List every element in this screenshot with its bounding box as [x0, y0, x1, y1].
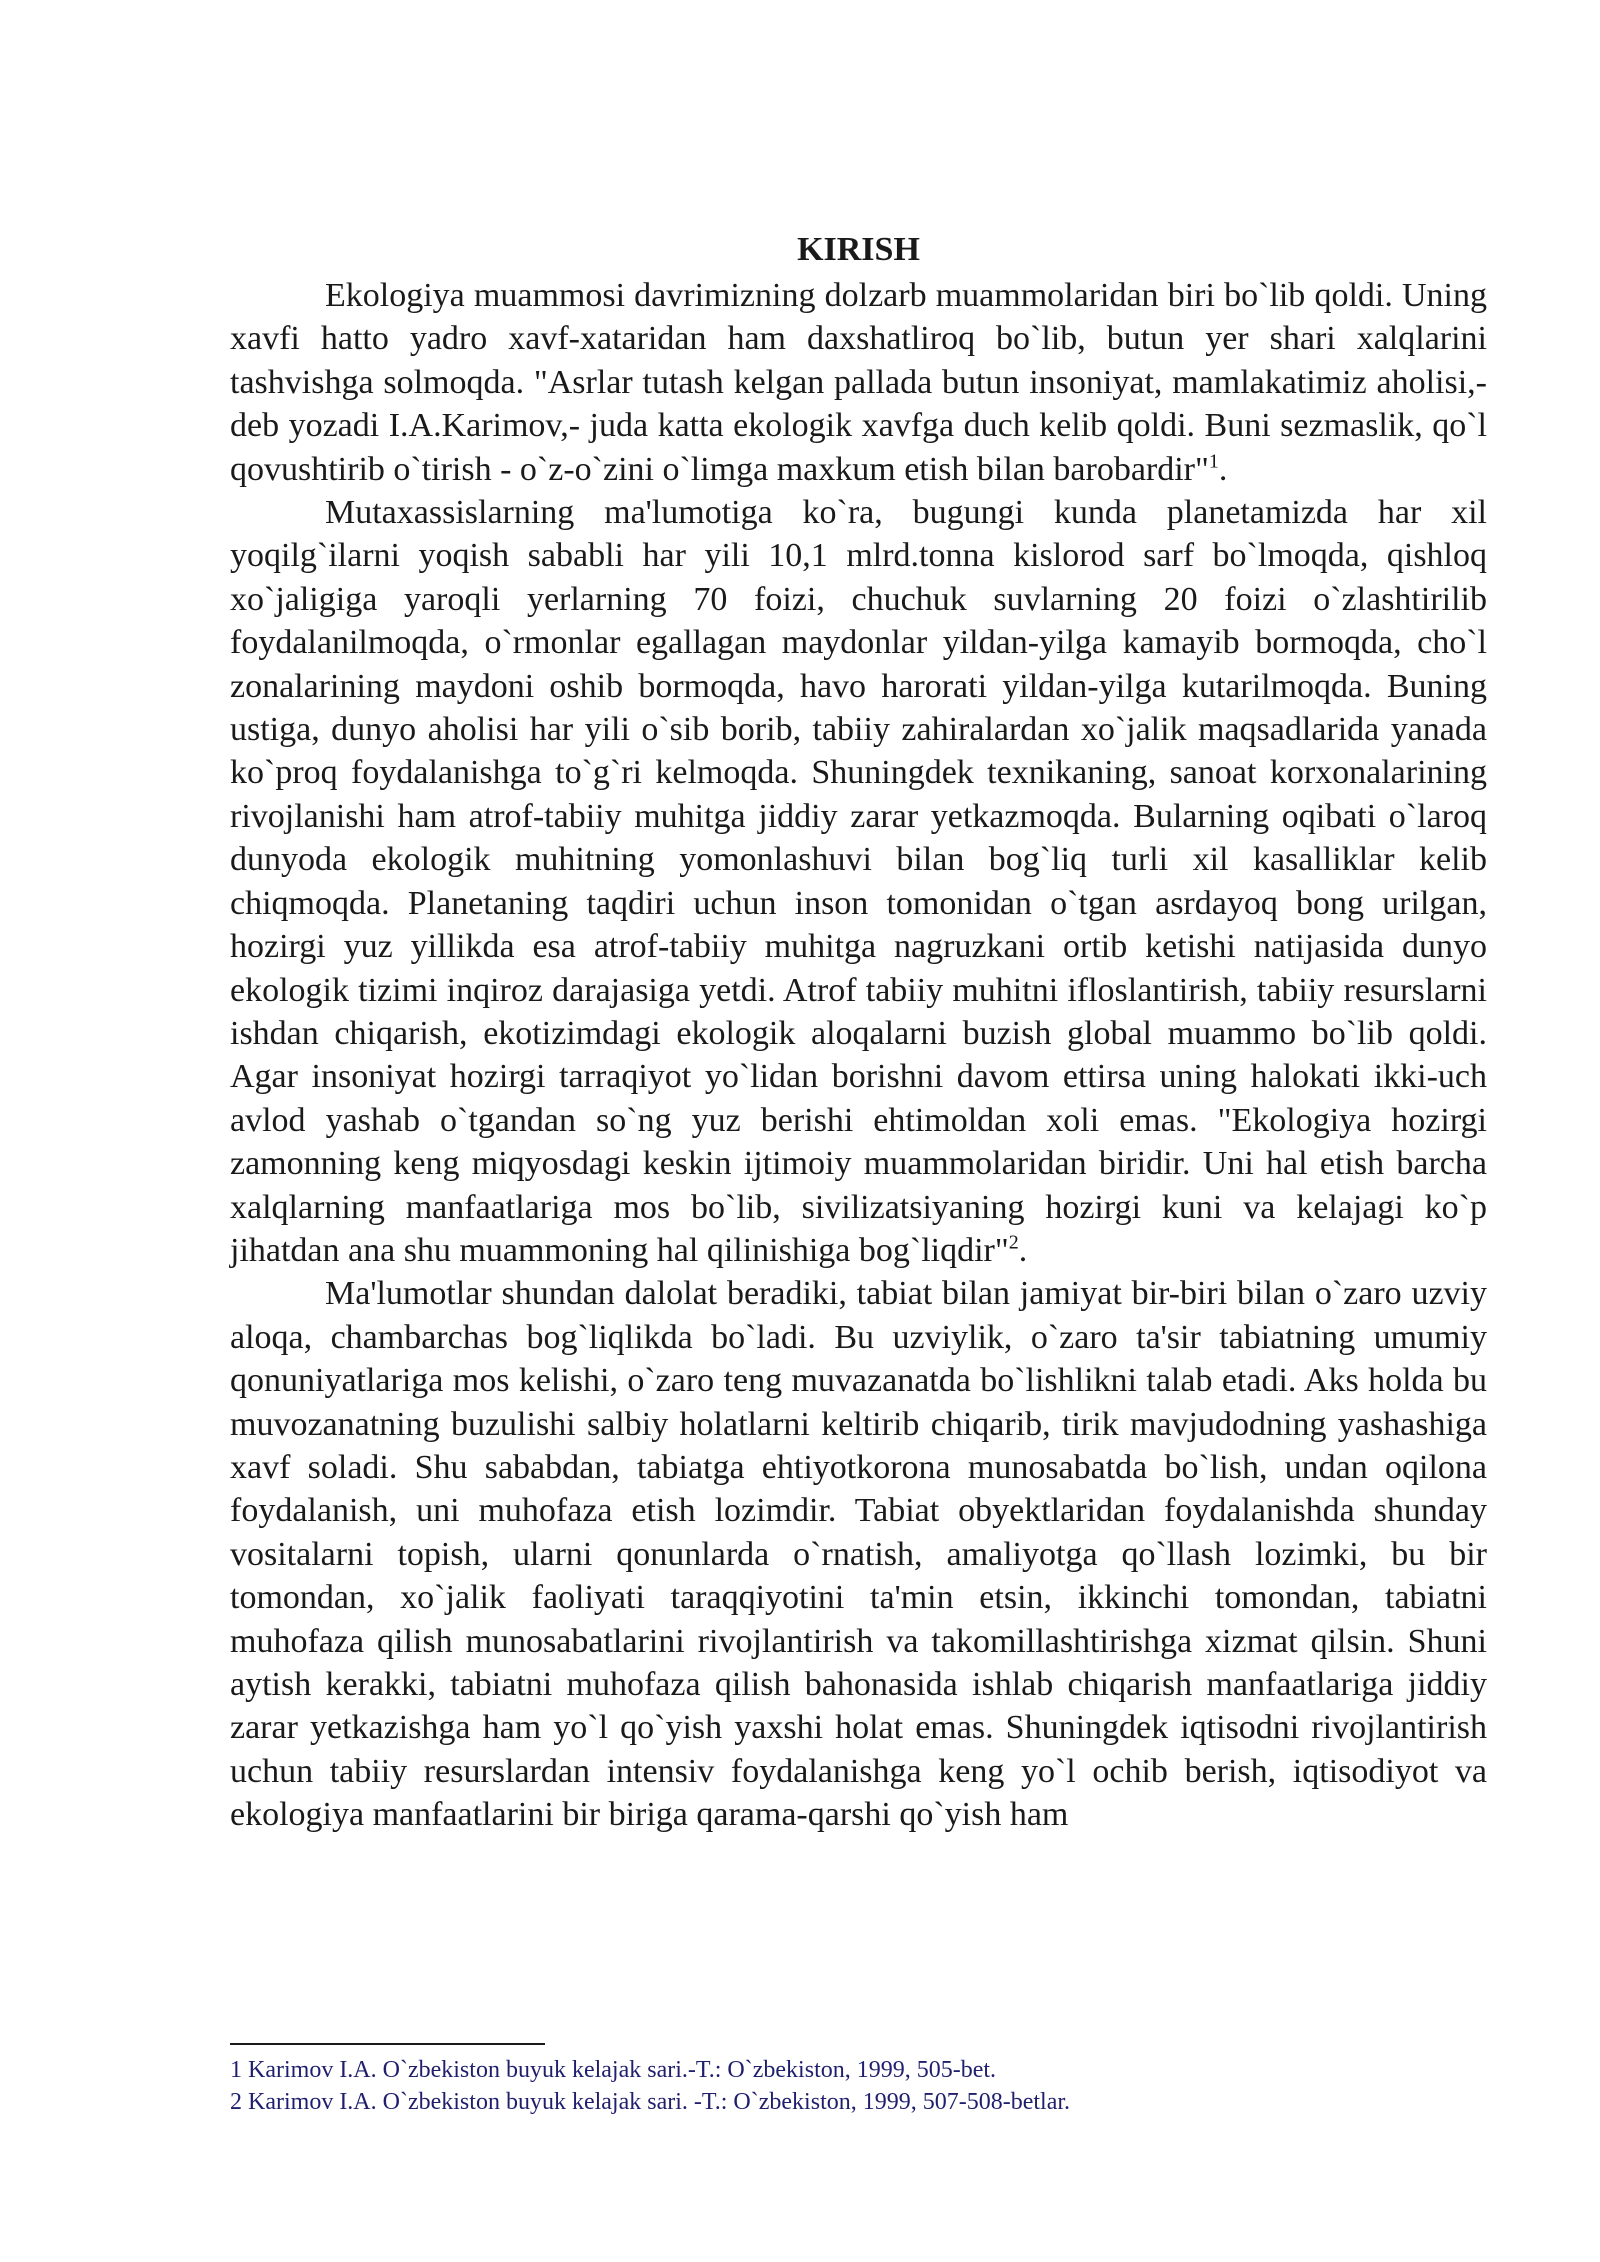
paragraph-2-text: Mutaxassislarning ma'lumotiga ko`ra, bugungi kunda planetamizda har xil yoqilg`ilarni yoqish sababli har yili 10,1 mlrd.tonna kislorod sarf bo`lmoqda, qishloq xo`jaligiga yaroqli yerlarning 70 foizi, chuchuk suvlarning 20 foizi o`zlashtirilib foydalanilmoqda, o`rmonlar egallagan maydonlar yildan-yilga kamayib bormoqda, cho`l zonalarining maydoni oshib bormoqda, havo harorati yildan-yilga kutarilmoqda. Buning ustiga, dunyo aholisi har yili o`sib borib, tabiiy zahiralardan xo`jalik maqsadlarida yanada ko`proq foydalanishga to`g`ri kelmoqda. Shuningdek texnikaning, sanoat korxonalarining rivojlanishi ham atrof-tabiiy muhitga jiddiy zarar yetkazmoqda. Bularning oqibati o`laroq dunyoda ekologik muhitning yomonlashuvi bilan bog`liq turli xil kasalliklar kelib chiqmoqda. Planetaning taqdiri uchun inson tomonidan o`tgan asrdayoq bong urilgan, hozirgi yuz yillikda esa atrof-tabiiy muhitga nagruzkani ortib ketishi natijasida dunyo ekologik tizimi inqiroz darajasiga yetdi. Atrof tabiiy muhitni ifloslantirish, tabiiy resurslarni ishdan chiqarish, ekotizimdagi ekologik aloqalarni buzish global muammo bo`lib qoldi. Agar insoniyat hozirgi tarraqiyot yo`lidan borishni davom ettirsa uning halokati ikki-uch avlod yashab o`tgandan so`ng yuz berishi ehtimoldan xoli emas. "Ekologiya hozirgi zamonning keng miqyosdagi keskin ijtimoiy muammolaridan biridir. Uni hal etish barcha xalqlarning manfaatlariga mos bo`lib, sivilizatsiyaning hozirgi kuni va kelajagi ko`p jihatdan ana shu muammoning hal qilinishiga bog`liqdir"	[230, 494, 1487, 1269]
paragraph-1	[230, 274, 1487, 491]
paragraph-2-tail: .	[1018, 1231, 1028, 1269]
footnote-ref-2[interactable]: 2	[1008, 1231, 1019, 1254]
footnote-2: 2 Karimov I.A. O`zbekiston buyuk kelajak sari. -T.: O`zbekiston, 1999, 507-508-betlar.	[230, 2089, 1071, 2115]
paragraph-1-tail: .	[1218, 450, 1228, 488]
body-text	[230, 274, 1487, 1837]
document-page	[230, 226, 1487, 1837]
paragraph-3	[230, 1272, 1487, 1836]
footnote-separator	[230, 2043, 545, 2045]
page-title: KIRISH	[797, 231, 920, 268]
footnote-ref-1[interactable]: 1	[1208, 450, 1219, 473]
footnote-1: 1 Karimov I.A. O`zbekiston buyuk kelajak sari.-T.: O`zbekiston, 1999, 505-bet.	[230, 2057, 997, 2083]
footnotes	[230, 2054, 1487, 2118]
paragraph-3-text: Ma'lumotlar shundan dalolat beradiki, tabiat bilan jamiyat bir-biri bilan o`zaro uzviy aloqa, chambarchas bog`liqlikda bo`ladi. Bu uzviylik, o`zaro ta'sir tabiatning umumiy qonuniyatlariga mos kelishi, o`zaro teng muvazanatda bo`lishlikni talab etadi. Aks holda bu muvozanatning buzulishi salbiy holatlarni keltirib chiqarib, tirik mavjudodning yashashiga xavf soladi. Shu sababdan, tabiatga ehtiyotkorona munosabatda bo`lish, undan oqilona foydalanish, uni muhofaza etish lozimdir. Tabiat obyektlaridan foydalanishda shunday vositalarni topish, ularni qonunlarda o`rnatish, amaliyotga qo`llash lozimki, bu bir tomondan, xo`jalik faoliyati taraqqiyotini ta'min etsin, ikkinchi tomondan, tabiatni muhofaza qilish munosabatlarini rivojlantirish va takomillashtirishga xizmat qilsin. Shuni aytish kerakki, tabiatni muhofaza qilish bahonasida ishlab chiqarish manfaatlariga jiddiy zarar yetkazishga ham yo`l qo`yish yaxshi holat emas. Shuningdek iqtisodni rivojlantirish uchun tabiiy resurslardan intensiv foydalanishga keng yo`l ochib berish, iqtisodiyot va ekologiya manfaatlarini bir biriga qarama-qarshi qo`yish ham	[230, 1275, 1487, 1834]
paragraph-1-text: Ekologiya muammosi davrimizning dolzarb muammolaridan biri bo`lib qoldi. Uning xavfi hatto yadro xavf-xataridan ham daxshatliroq bo`lib, butun yer shari xalqlarini tashvishga solmoqda. "Asrlar tutash kelgan pallada butun insoniyat, mamlakatimiz aholisi,- deb yozadi I.A.Karimov,- juda katta ekologik xavfga duch kelib qoldi. Buni sezmaslik, qo`l qovushtirib o`tirish - o`z-o`zini o`limga maxkum etish bilan barobardir"	[230, 277, 1487, 488]
paragraph-2	[230, 491, 1487, 1272]
